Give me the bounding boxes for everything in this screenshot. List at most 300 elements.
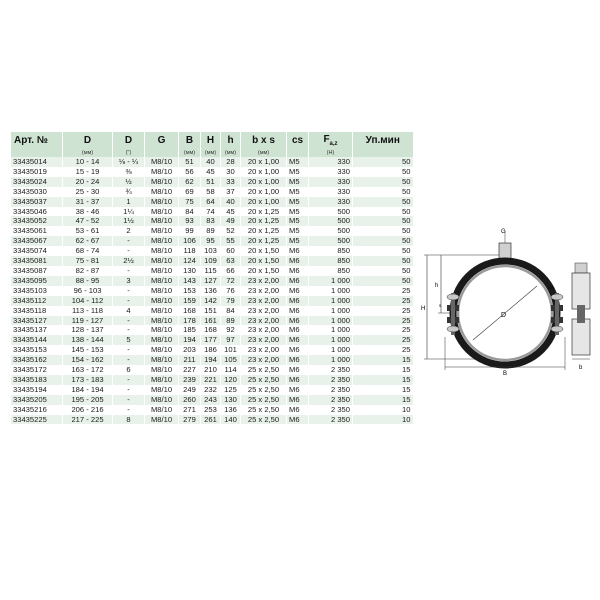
table-cell: 227 [179,365,201,375]
table-cell: M6 [287,276,309,286]
table-cell: 33435118 [11,306,63,316]
table-cell: 25 [353,306,413,316]
table-cell: 168 [201,325,221,335]
table-cell: M6 [287,296,309,306]
table-cell: 95 [201,236,221,246]
table-cell: 10 [353,415,413,425]
table-cell: 127 [201,276,221,286]
table-cell: 178 [179,316,201,326]
table-cell: 2 350 [309,405,353,415]
table-cell: 72 [221,276,241,286]
table-cell: 96 - 103 [63,286,113,296]
table-cell: 74 [201,207,221,217]
table-cell: 25 x 2,50 [241,365,287,375]
table-row [11,286,413,296]
table-cell: 2 350 [309,385,353,395]
table-cell: 168 [179,306,201,316]
side-socket [575,263,587,273]
column-header-label: H [206,134,215,146]
column-unit: (мм) [201,148,221,157]
table-cell: 23 x 2,00 [241,276,287,286]
table-cell: 88 - 95 [63,276,113,286]
table-cell: 1¼ [113,207,145,217]
table-cell: ⅜ [113,167,145,177]
table-cell: 33435225 [11,415,63,425]
column-header-label: B [185,134,194,146]
table-cell: 25 [353,296,413,306]
table-cell: 23 x 2,00 [241,335,287,345]
table-cell: 33435137 [11,325,63,335]
table-cell: M8/10 [145,365,179,375]
table-row [11,345,413,355]
table-cell: 62 - 67 [63,236,113,246]
column-unit [287,148,309,157]
table-cell: 103 [201,246,221,256]
table-cell: ⅛ - ¼ [113,157,145,167]
table-cell: 50 [353,207,413,217]
table-cell: M8/10 [145,395,179,405]
table-cell: - [113,385,145,395]
table-cell: 20 x 1,00 [241,157,287,167]
table-cell: M5 [287,216,309,226]
table-cell: M8/10 [145,316,179,326]
column-header-label: Уп.мин [365,134,400,146]
table-cell: 20 - 24 [63,177,113,187]
table-cell: 2½ [113,256,145,266]
table-cell: 92 [221,325,241,335]
table-cell: M8/10 [145,197,179,207]
table-cell: 130 [221,395,241,405]
table-cell: 138 - 144 [63,335,113,345]
table-cell: 56 [179,167,201,177]
table-cell: 25 x 2,50 [241,385,287,395]
table-cell: 1 [113,197,145,207]
table-row [11,355,413,365]
table-cell: 89 [201,226,221,236]
table-row [11,325,413,335]
table-cell: - [113,266,145,276]
column-unit: (мм) [179,148,201,157]
table-cell: M8/10 [145,177,179,187]
table-cell: 84 [179,207,201,217]
table-row [11,335,413,345]
table-cell: 2 350 [309,415,353,425]
table-cell: 330 [309,157,353,167]
table-cell: 109 [201,256,221,266]
table-cell: 25 x 2,50 [241,375,287,385]
column-header [309,132,353,148]
table-cell: 33435081 [11,256,63,266]
column-header [11,132,63,148]
table-cell: 33435087 [11,266,63,276]
table-cell: 10 - 14 [63,157,113,167]
table-cell: M5 [287,177,309,187]
right-screw-head [551,294,563,300]
table-cell: 136 [201,286,221,296]
column-unit: (Н) [309,148,353,157]
table-row [11,157,413,167]
table-row [11,216,413,226]
side-screw [577,305,585,323]
column-header-label: D [83,134,92,146]
table-cell: 33 [221,177,241,187]
table-cell: M5 [287,197,309,207]
table-cell: 23 x 2,00 [241,355,287,365]
table-cell: - [113,405,145,415]
table-cell: 15 [353,375,413,385]
table-cell: 500 [309,236,353,246]
column-header [221,132,241,148]
table-cell: 15 [353,365,413,375]
table-row [11,276,413,286]
column-unit: (") [113,148,145,157]
table-cell: 75 [179,197,201,207]
table-cell: 140 [221,415,241,425]
column-unit [353,148,413,157]
table-cell: 50 [353,256,413,266]
table-cell: 49 [221,216,241,226]
table-cell: 203 [179,345,201,355]
table-cell: 128 - 137 [63,325,113,335]
column-unit [145,148,179,157]
table-cell: 217 - 225 [63,415,113,425]
table-cell: 1 000 [309,306,353,316]
table-cell: 500 [309,216,353,226]
spec-table [10,132,413,424]
column-header [63,132,113,148]
table-cell: 33435172 [11,365,63,375]
table-cell: 50 [353,246,413,256]
table-cell: 249 [179,385,201,395]
table-cell: 25 x 2,50 [241,415,287,425]
table-cell: 52 [221,226,241,236]
table-cell: M5 [287,167,309,177]
label-cs: cs [549,285,554,290]
table-cell: - [113,375,145,385]
table-cell: 194 [201,355,221,365]
table-cell: 30 [221,167,241,177]
table-cell: M8/10 [145,375,179,385]
table-cell: M5 [287,157,309,167]
table-cell: 261 [201,415,221,425]
table-cell: 66 [221,266,241,276]
table-cell: 93 [179,216,201,226]
table-row [11,296,413,306]
table-cell: 33435216 [11,405,63,415]
table-cell: M5 [287,226,309,236]
table-cell: 130 [179,266,201,276]
table-cell: 1 000 [309,286,353,296]
column-header [353,132,413,148]
table-cell: 40 [201,157,221,167]
table-cell: 113 - 118 [63,306,113,316]
table-row [11,197,413,207]
table-cell: 194 [179,335,201,345]
table-cell: 101 [221,345,241,355]
label-G: G [501,229,506,235]
table-cell: M8/10 [145,286,179,296]
table-cell: M5 [287,187,309,197]
table-cell: 125 [221,385,241,395]
table-cell: M6 [287,266,309,276]
table-cell: 37 [221,187,241,197]
table-cell: 271 [179,405,201,415]
table-cell: M6 [287,405,309,415]
table-row [11,256,413,266]
table-cell: 142 [201,296,221,306]
table-cell: 33435205 [11,395,63,405]
table-cell: 28 [221,157,241,167]
table-cell: 1½ [113,216,145,226]
table-cell: 33435030 [11,187,63,197]
right-nut [551,326,563,332]
table-cell: 23 x 2,00 [241,306,287,316]
table-row [11,395,413,405]
table-cell: 239 [179,375,201,385]
table-cell: M8/10 [145,355,179,365]
column-unit: (мм) [63,148,113,157]
table-cell: - [113,286,145,296]
table-cell: M6 [287,385,309,395]
table-cell: 25 [353,325,413,335]
column-header-subscript: a,z [329,140,338,147]
table-cell: 97 [221,335,241,345]
table-cell: 500 [309,226,353,236]
table-cell: 119 - 127 [63,316,113,326]
table-cell: 195 - 205 [63,395,113,405]
table-cell: 118 [179,246,201,256]
table-cell: 50 [353,236,413,246]
column-header-label: F [323,133,330,145]
table-cell: 6 [113,365,145,375]
table-cell: M6 [287,316,309,326]
table-cell: 23 x 2,00 [241,286,287,296]
table-cell: - [113,296,145,306]
table-cell: 5 [113,335,145,345]
table-cell: 33435194 [11,385,63,395]
table-cell: 45 [201,167,221,177]
table-cell: 850 [309,246,353,256]
table-cell: ¾ [113,187,145,197]
table-cell: 75 - 81 [63,256,113,266]
table-cell: 83 [201,216,221,226]
table-cell: 173 - 183 [63,375,113,385]
table-cell: M8/10 [145,415,179,425]
table-cell: 206 - 216 [63,405,113,415]
table-cell: 33435095 [11,276,63,286]
left-nut [447,326,459,332]
table-cell: M8/10 [145,167,179,177]
table-cell: 15 - 19 [63,167,113,177]
table-cell: 15 [353,395,413,405]
table-cell: M8/10 [145,345,179,355]
table-cell: 177 [201,335,221,345]
table-cell: 154 - 162 [63,355,113,365]
table-cell: 20 x 1,25 [241,226,287,236]
table-cell: 55 [221,236,241,246]
table-cell: 161 [201,316,221,326]
table-cell: M6 [287,355,309,365]
table-row [11,187,413,197]
table-row [11,266,413,276]
table-cell: 2 350 [309,365,353,375]
table-cell: 58 [201,187,221,197]
table-cell: M8/10 [145,385,179,395]
table-cell: 143 [179,276,201,286]
table-cell: 10 [353,405,413,415]
side-clamp-upper [572,273,590,309]
table-cell: 25 [353,316,413,326]
table-cell: 1 000 [309,355,353,365]
table-cell: M6 [287,286,309,296]
table-cell: 23 x 2,00 [241,296,287,306]
table-cell: 2 350 [309,395,353,405]
units-row [11,148,413,157]
table-cell: 185 [179,325,201,335]
table-row [11,375,413,385]
table-cell: - [113,236,145,246]
table-cell: 253 [201,405,221,415]
column-header [241,132,287,148]
table-cell: - [113,355,145,365]
table-cell: M6 [287,375,309,385]
table-cell: 2 [113,226,145,236]
table-cell: 330 [309,197,353,207]
table-cell: M8/10 [145,325,179,335]
table-cell: M6 [287,395,309,405]
table-cell: M6 [287,246,309,256]
table-cell: 50 [353,276,413,286]
table-row [11,177,413,187]
label-H: H [421,306,426,312]
table-cell: 82 - 87 [63,266,113,276]
table-cell: 232 [201,385,221,395]
table-cell: 184 - 194 [63,385,113,395]
side-clamp-lower [572,319,590,355]
table-cell: 69 [179,187,201,197]
table-cell: 40 [221,197,241,207]
table-cell: 330 [309,177,353,187]
table-cell: 33435103 [11,286,63,296]
table-cell: 163 - 172 [63,365,113,375]
label-B: B [503,371,508,377]
table-cell: 211 [179,355,201,365]
table-cell: M8/10 [145,276,179,286]
table-cell: 25 [353,335,413,345]
table-cell: 330 [309,187,353,197]
table-row [11,246,413,256]
label-s: s [439,303,442,308]
table-cell: 114 [221,365,241,375]
table-cell: 260 [179,395,201,405]
table-cell: 850 [309,266,353,276]
table-cell: M8/10 [145,216,179,226]
table-cell: 31 - 37 [63,197,113,207]
table-cell: 3 [113,276,145,286]
table-cell: - [113,395,145,405]
table-cell: M6 [287,335,309,345]
table-cell: M8/10 [145,207,179,217]
table-cell: 33435127 [11,316,63,326]
table-cell: 243 [201,395,221,405]
table-cell: M8/10 [145,236,179,246]
table-cell: 25 - 30 [63,187,113,197]
table-cell: 50 [353,197,413,207]
table-cell: 25 x 2,50 [241,395,287,405]
table-cell: 50 [353,216,413,226]
column-header [113,132,145,148]
table-cell: M8/10 [145,187,179,197]
table-cell: 45 [221,207,241,217]
table-cell: 53 - 61 [63,226,113,236]
table-cell: M8/10 [145,256,179,266]
table-cell: M8/10 [145,157,179,167]
table-cell: 20 x 1,50 [241,266,287,276]
table-row [11,365,413,375]
table-cell: 106 [179,236,201,246]
table-cell: 1 000 [309,325,353,335]
table-row [11,306,413,316]
table-cell: M8/10 [145,246,179,256]
table-cell: 500 [309,207,353,217]
table-cell: M6 [287,365,309,375]
column-header-label: cs [291,134,304,146]
table-cell: ½ [113,177,145,187]
table-cell: 20 x 1,50 [241,246,287,256]
table-cell: 20 x 1,00 [241,187,287,197]
table-cell: 105 [221,355,241,365]
table-cell: 186 [201,345,221,355]
column-header [287,132,309,148]
table-cell: 20 x 1,00 [241,197,287,207]
table-cell: M5 [287,207,309,217]
table-cell: 4 [113,306,145,316]
table-header [11,132,413,157]
table-row [11,236,413,246]
table-cell: 210 [201,365,221,375]
table-cell: 33435183 [11,375,63,385]
table-cell: M6 [287,325,309,335]
table-cell: 104 - 112 [63,296,113,306]
table-cell: 89 [221,316,241,326]
table-cell: 84 [221,306,241,316]
table-cell: 50 [353,266,413,276]
table-row [11,316,413,326]
column-unit: (мм) [241,148,287,157]
left-screw-head [447,294,459,300]
table-cell: 33435024 [11,177,63,187]
spec-table-container [10,132,412,424]
table-cell: 50 [353,187,413,197]
pipe-clamp-drawing [415,225,595,385]
column-header [179,132,201,148]
table-cell: - [113,316,145,326]
table-cell: 25 x 2,50 [241,405,287,415]
table-cell: 136 [221,405,241,415]
table-body [11,157,413,424]
table-cell: 76 [221,286,241,296]
table-cell: 50 [353,177,413,187]
column-header-label: h [227,134,234,146]
table-cell: 63 [221,256,241,266]
table-cell: 20 x 1,25 [241,216,287,226]
table-cell: M8/10 [145,266,179,276]
table-cell: 1 000 [309,276,353,286]
table-cell: - [113,325,145,335]
table-cell: 33435052 [11,216,63,226]
table-cell: 23 x 2,00 [241,345,287,355]
table-cell: 153 [179,286,201,296]
